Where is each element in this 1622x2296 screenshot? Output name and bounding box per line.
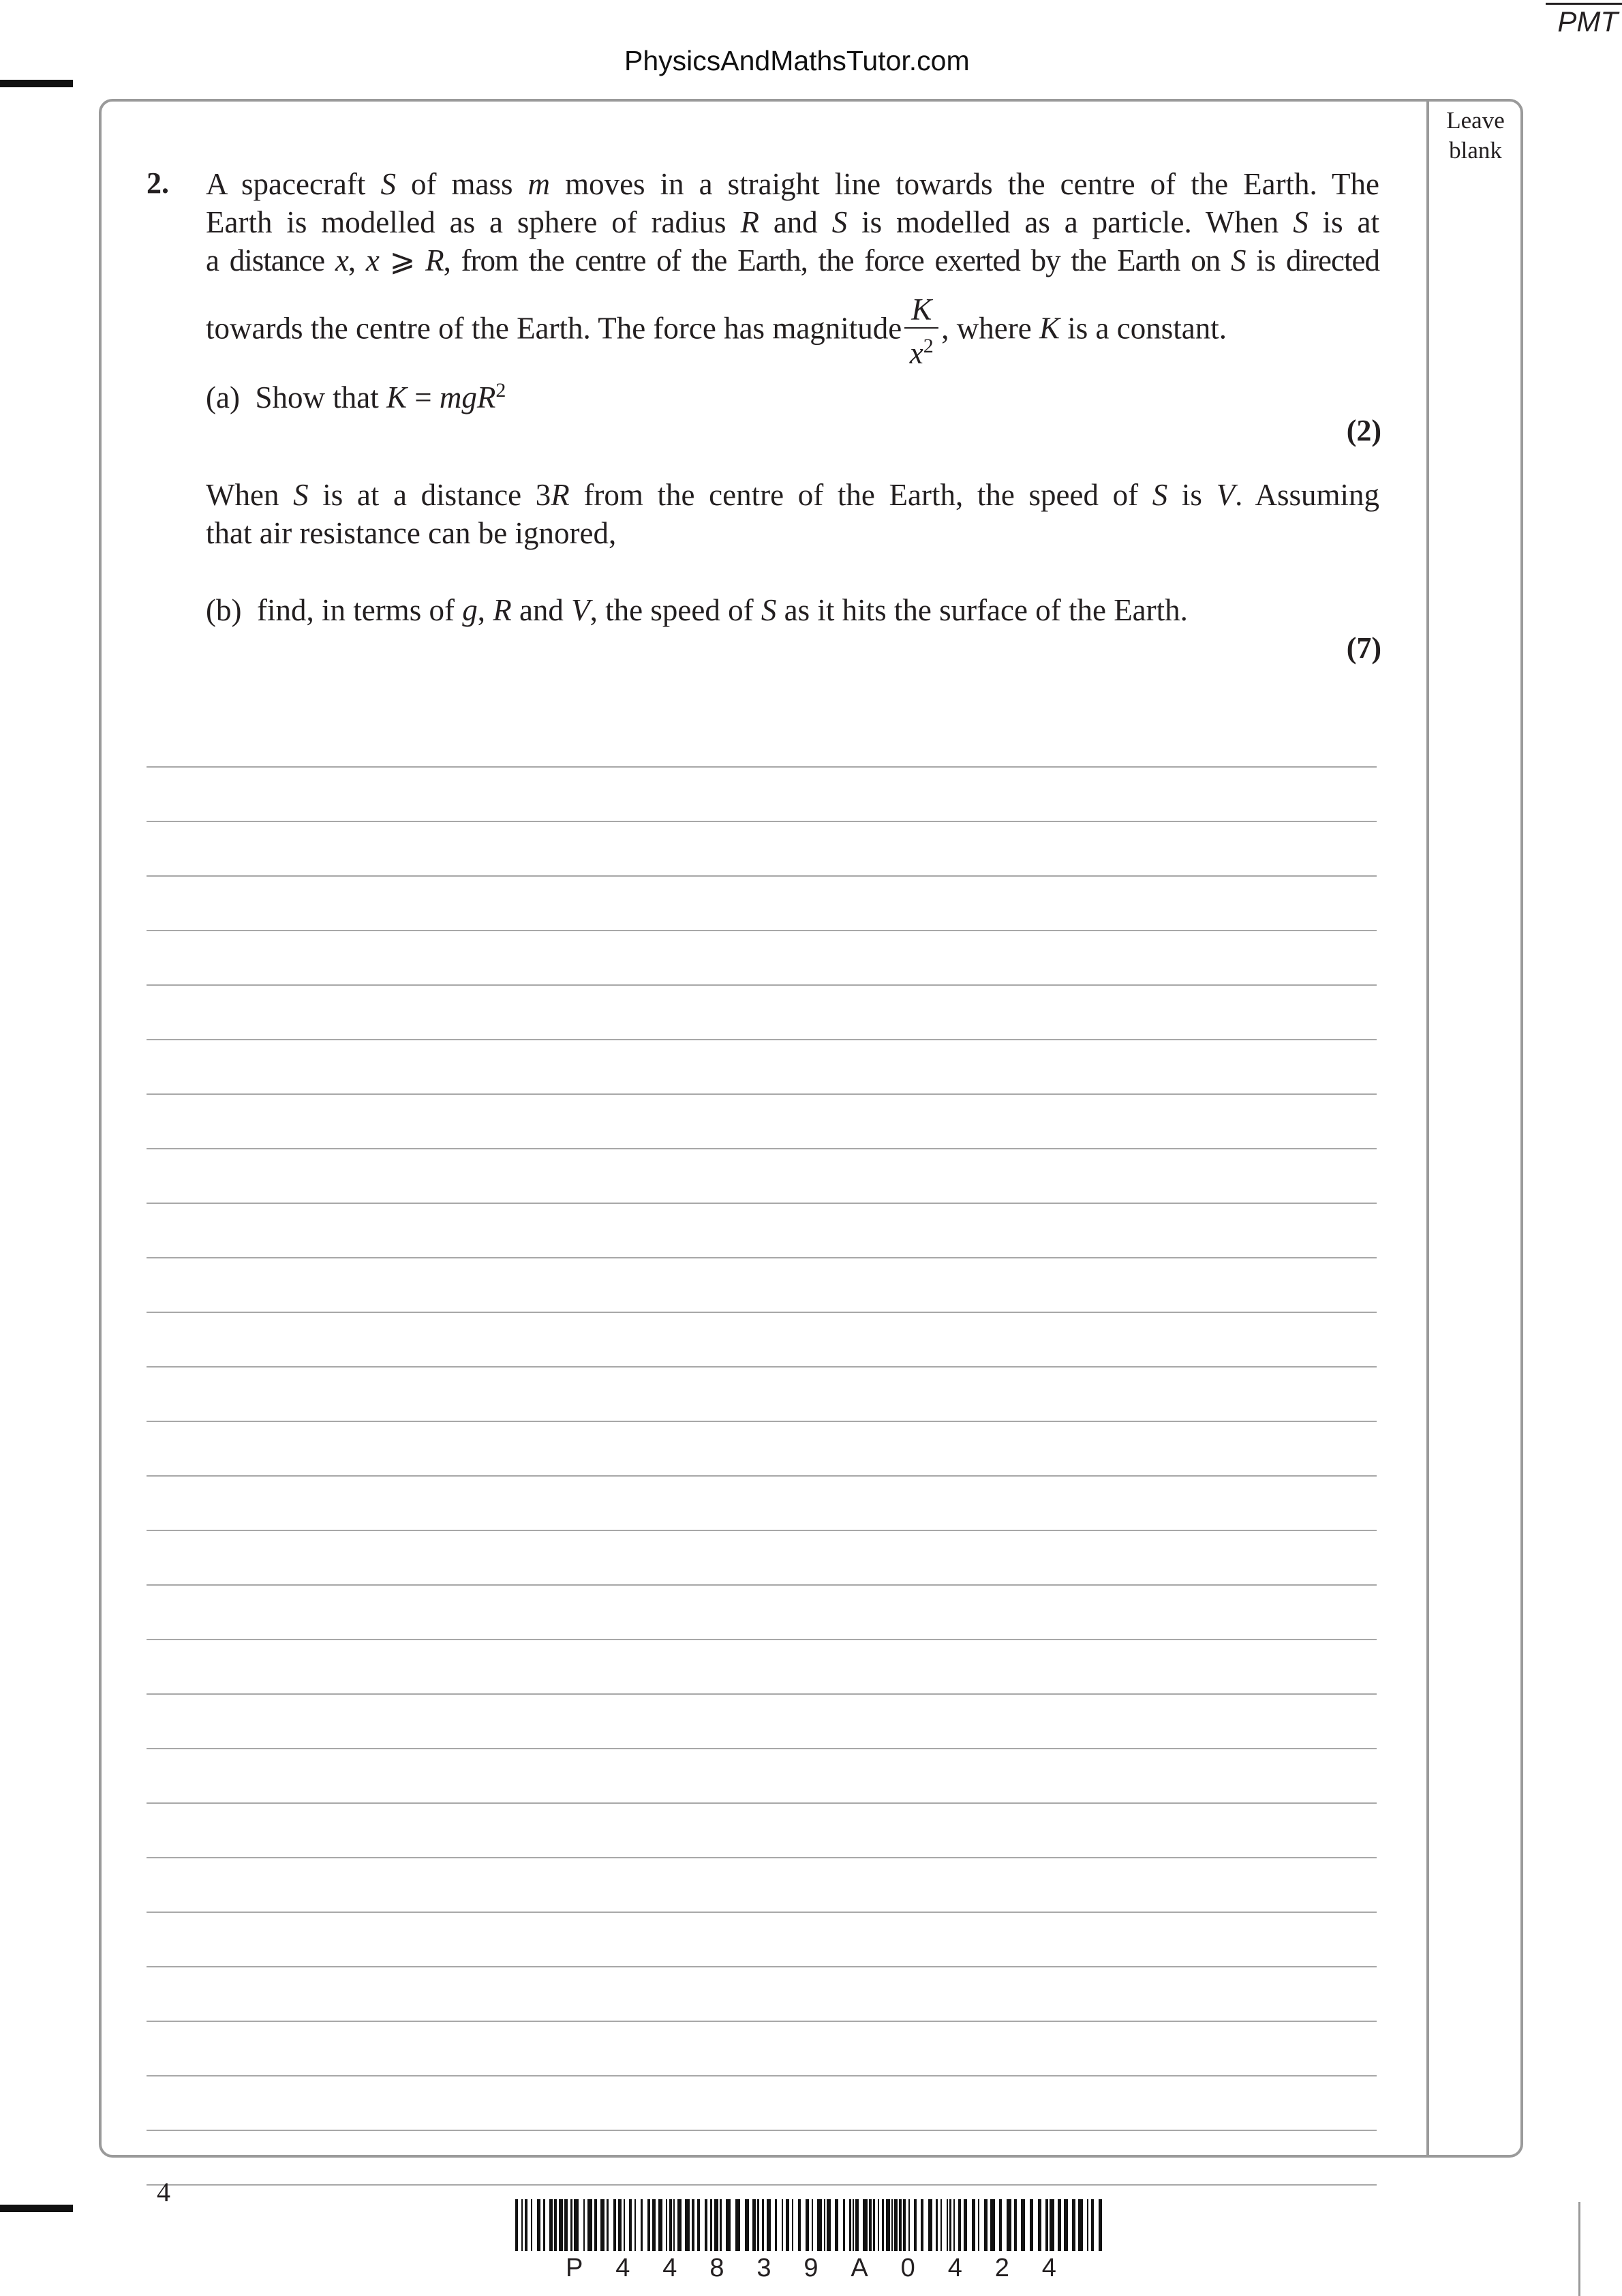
question-intro-line-4: towards the centre of the Earth. The force has magnitude $\frac{K}{x^2}$ , where K is a constant. [206, 292, 1227, 370]
answer-line[interactable] [147, 1477, 1377, 1531]
barcode-bar [537, 2199, 540, 2251]
barcode-bar [710, 2199, 712, 2251]
barcode-bar [720, 2199, 722, 2251]
answer-line[interactable] [147, 1586, 1377, 1640]
barcode-bar [786, 2199, 789, 2251]
barcode-bar [600, 2199, 605, 2251]
answer-line[interactable] [147, 713, 1377, 768]
barcode-bar [891, 2199, 893, 2251]
corner-tag: PMT [1557, 5, 1618, 37]
site-header: PhysicsAndMathsTutor.com [624, 45, 970, 76]
barcode-bar [1050, 2199, 1054, 2251]
barcode-bar [806, 2199, 809, 2251]
barcode-bar [677, 2199, 682, 2251]
barcode-bar [812, 2199, 813, 2251]
barcode-bar [752, 2199, 756, 2251]
barcode-bar [559, 2199, 563, 2251]
barcode-bar [757, 2199, 759, 2251]
barcode-bar [543, 2199, 545, 2251]
answer-line[interactable] [147, 1313, 1377, 1368]
barcode-bar [855, 2199, 859, 2251]
barcode-bar [1045, 2199, 1048, 2251]
barcode-bar [564, 2199, 568, 2251]
answer-line[interactable] [147, 2022, 1377, 2076]
barcode-bar [574, 2199, 579, 2251]
answer-line[interactable] [147, 1640, 1377, 1695]
barcode-char: 4 [1041, 2254, 1056, 2282]
barcode-bar [1030, 2199, 1033, 2251]
barcode-bar [827, 2199, 831, 2251]
barcode-char: 0 [900, 2254, 915, 2282]
barcode-bar [949, 2199, 951, 2251]
part-a-marks: (2) [1346, 414, 1381, 447]
barcode-bar [1007, 2199, 1011, 2251]
barcode-bar [775, 2199, 777, 2251]
answer-line[interactable] [147, 1149, 1377, 1204]
barcode-bar [894, 2199, 898, 2251]
part-b: (b) find, in terms of g, R and V, the speed of S as it hits the surface of the Earth. [206, 593, 1188, 627]
barcode-bar [1014, 2199, 1017, 2251]
barcode-bar [978, 2199, 979, 2251]
barcode-bar [618, 2199, 622, 2251]
barcode-bar [1038, 2199, 1041, 2251]
barcode-char: 2 [994, 2254, 1009, 2282]
question-intro-line-1: A spacecraft S of mass m moves in a straight line towards the centre of the Earth. The [206, 167, 1379, 201]
barcode-bar [658, 2199, 662, 2251]
question-intro-line-3: a distance x, x ⩾ R, from the centre of the Earth, the force exerted by the Earth on S is directed [206, 243, 1379, 277]
barcode-bar [782, 2199, 783, 2251]
barcode-bar [525, 2199, 527, 2251]
barcode-bar [1064, 2199, 1068, 2251]
barcode-bar [1058, 2199, 1061, 2251]
barcode-bar [685, 2199, 690, 2251]
barcode-bar [641, 2199, 643, 2251]
barcode-bar [853, 2199, 854, 2251]
edge-mark-bottom [0, 2205, 73, 2212]
barcode-bar [908, 2199, 910, 2251]
answer-lines[interactable] [147, 713, 1377, 2186]
answer-line[interactable] [147, 877, 1377, 931]
barcode-bar [886, 2199, 890, 2251]
barcode-bar [882, 2199, 884, 2251]
barcode-bar [714, 2199, 718, 2251]
part-a: (a) Show that K = mgR$^2$ [206, 379, 506, 414]
barcode-bar [1021, 2199, 1025, 2251]
barcode-bar [692, 2199, 694, 2251]
question-intro-line-2: Earth is modelled as a sphere of radius R and S is modelled as a particle. When S is at [206, 205, 1379, 239]
barcode-bar [735, 2199, 740, 2251]
barcode-bar [745, 2199, 749, 2251]
barcode-bar [878, 2199, 879, 2251]
barcode-bar [613, 2199, 616, 2251]
barcode-char: 8 [709, 2254, 724, 2282]
barcode-bar [1078, 2199, 1083, 2251]
barcode-bar [697, 2199, 700, 2251]
barcode-bar [673, 2199, 675, 2251]
barcode-bar [940, 2199, 942, 2251]
barcode-bar [947, 2199, 948, 2251]
barcode-bar [1087, 2199, 1088, 2251]
barcode-char: 3 [756, 2254, 771, 2282]
barcode-bar [1091, 2199, 1094, 2251]
barcode-bar [869, 2199, 872, 2251]
corner-rule [1546, 3, 1622, 5]
barcode-bar [953, 2199, 955, 2251]
barcode-bar [607, 2199, 609, 2251]
barcode-bar [767, 2199, 771, 2251]
answer-line[interactable] [147, 822, 1377, 877]
edge-mark-top [0, 80, 73, 87]
barcode-bar [570, 2199, 572, 2251]
barcode-bar [843, 2199, 845, 2251]
barcode-bar [817, 2199, 822, 2251]
answer-line[interactable] [147, 1422, 1377, 1477]
answer-line[interactable] [147, 1258, 1377, 1313]
answer-line[interactable] [147, 1368, 1377, 1422]
barcode-bar [873, 2199, 875, 2251]
barcode-bar [899, 2199, 902, 2251]
barcode-bar [669, 2199, 672, 2251]
barcode-char: 9 [804, 2254, 818, 2282]
barcode-bar [835, 2199, 838, 2251]
answer-line[interactable] [147, 2076, 1377, 2131]
barcode-bar [792, 2199, 793, 2251]
barcode-bar [849, 2199, 851, 2251]
barcode-bar [531, 2199, 532, 2251]
part-b-marks: (7) [1346, 631, 1381, 665]
barcode-char: A [851, 2254, 868, 2282]
barcode-bar [624, 2199, 625, 2251]
barcode-bar [705, 2199, 707, 2251]
barcode-bar [999, 2199, 1002, 2251]
answer-line[interactable] [147, 768, 1377, 822]
barcode-bar [583, 2199, 585, 2251]
answer-line[interactable] [147, 1695, 1377, 1749]
answer-line[interactable] [147, 1749, 1377, 1804]
answer-line[interactable] [147, 986, 1377, 1040]
barcode-bar [521, 2199, 523, 2251]
barcode-bar [762, 2199, 764, 2251]
context-line-2: that air resistance can be ignored, [206, 516, 617, 550]
barcode-bar [824, 2199, 825, 2251]
barcode-bar [990, 2199, 995, 2251]
answer-line[interactable] [147, 1095, 1377, 1149]
barcode-bar [594, 2199, 597, 2251]
answer-line[interactable] [147, 1913, 1377, 1967]
barcode-char: 4 [662, 2254, 677, 2282]
barcode-bar [921, 2199, 923, 2251]
barcode-char: 4 [615, 2254, 630, 2282]
answer-line[interactable] [147, 1531, 1377, 1586]
answer-line[interactable] [147, 1858, 1377, 1913]
answer-line[interactable] [147, 931, 1377, 986]
leave-blank-divider [1426, 99, 1429, 2158]
barcode-bar [958, 2199, 961, 2251]
answer-line[interactable] [147, 2131, 1377, 2186]
barcode-bar [964, 2199, 967, 2251]
barcode-bar [1072, 2199, 1075, 2251]
barcode-bar [863, 2199, 868, 2251]
barcode [515, 2199, 1103, 2255]
barcode-bar [587, 2199, 592, 2251]
context-line-1: When S is at a distance 3R from the centre of the Earth, the speed of S is V. Assuming [206, 478, 1380, 512]
barcode-bar [928, 2199, 932, 2251]
barcode-char: P [566, 2254, 583, 2282]
barcode-bar [914, 2199, 917, 2251]
barcode-bar [647, 2199, 650, 2251]
answer-line[interactable] [147, 1804, 1377, 1858]
leave-blank-label: Leave blank [1446, 107, 1505, 164]
page-number: 4 [157, 2177, 170, 2207]
barcode-bar [515, 2199, 518, 2251]
answer-line[interactable] [147, 1040, 1377, 1095]
crop-mark [1578, 2202, 1580, 2296]
barcode-bar [726, 2199, 731, 2251]
barcode-bar [634, 2199, 636, 2251]
barcode-bar [549, 2199, 553, 2251]
barcode-bar [936, 2199, 938, 2251]
barcode-char: 4 [947, 2254, 962, 2282]
barcode-bar [798, 2199, 801, 2251]
question-number: 2. [147, 166, 169, 200]
answer-line[interactable] [147, 1967, 1377, 2022]
barcode-bar [554, 2199, 557, 2251]
answer-line[interactable] [147, 1204, 1377, 1258]
barcode-bar [984, 2199, 988, 2251]
force-fraction: $\frac{K}{x^2}$ [904, 292, 938, 371]
barcode-bar [903, 2199, 906, 2251]
barcode-text [566, 2254, 1056, 2283]
barcode-bar [666, 2199, 667, 2251]
barcode-bar [652, 2199, 656, 2251]
barcode-bar [629, 2199, 632, 2251]
barcode-bar [972, 2199, 975, 2251]
barcode-bar [1099, 2199, 1102, 2251]
